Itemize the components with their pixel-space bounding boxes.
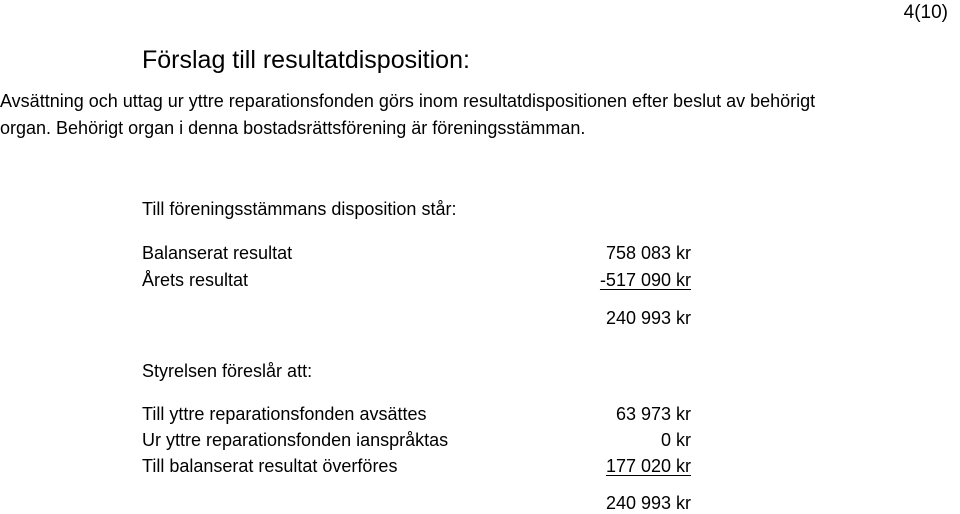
proposal-row-value: 63 973 kr xyxy=(615,404,691,424)
intro-text-line-1: Avsättning och uttag ur yttre reparationsfonden görs inom resultatdispositionen efter beslut av behörigt xyxy=(0,91,816,111)
proposal-total: 240 993 kr xyxy=(605,493,691,513)
proposal-row-label: Ur yttre reparationsfonden ianspråktas xyxy=(142,430,449,450)
disposition-row-value: -517 090 kr xyxy=(599,270,691,290)
proposal-row-label: Till yttre reparationsfonden avsättes xyxy=(142,404,427,424)
intro-text-line-2: organ. Behörigt organ i denna bostadsrättsförening är föreningsstämman. xyxy=(0,118,586,138)
page-title: Förslag till resultatdisposition: xyxy=(142,46,470,74)
proposal-row-label: Till balanserat resultat överföres xyxy=(142,456,398,476)
proposal-row-value: 177 020 kr xyxy=(605,456,691,476)
disposition-total: 240 993 kr xyxy=(605,308,691,328)
disposition-row-label: Balanserat resultat xyxy=(142,243,293,263)
page-number: 4(10) xyxy=(903,2,948,23)
proposal-heading: Styrelsen föreslår att: xyxy=(142,361,313,381)
disposition-heading: Till föreningsstämmans disposition står: xyxy=(142,199,457,219)
disposition-row-value: 758 083 kr xyxy=(605,243,691,263)
proposal-row-value: 0 kr xyxy=(660,430,691,450)
disposition-row-label: Årets resultat xyxy=(142,270,249,290)
